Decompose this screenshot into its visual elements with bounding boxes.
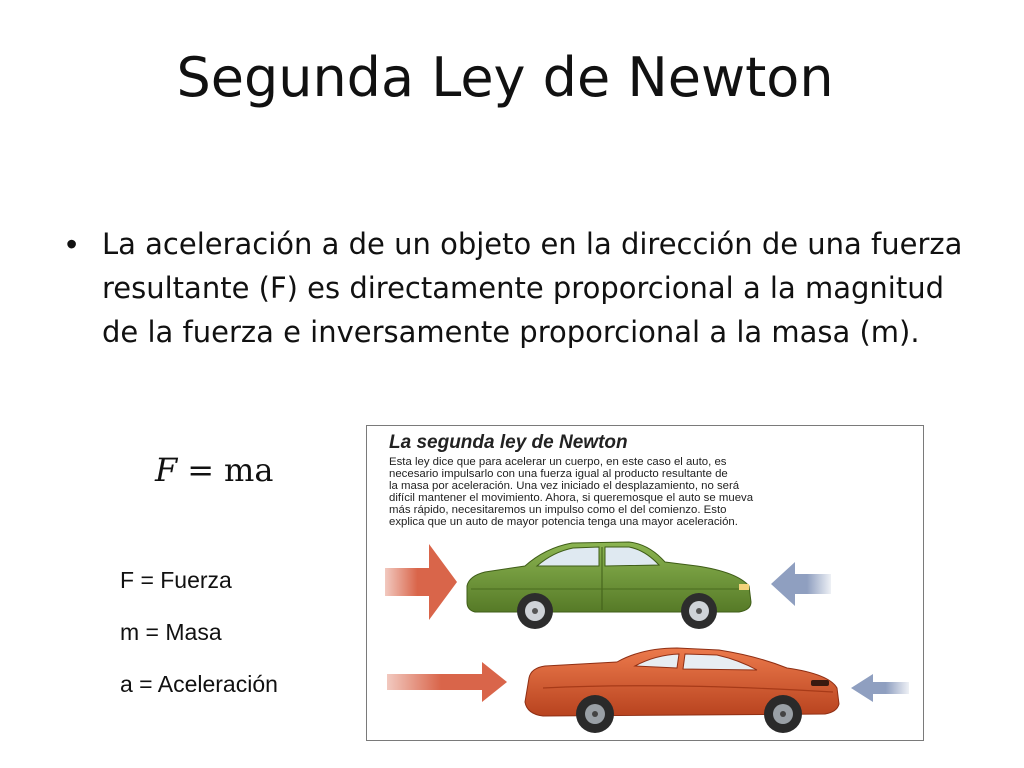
figure-text-line: más rápido, necesitaremos un impulso como el del comienzo. Esto [389,504,727,516]
push-arrow-bottom-icon [387,662,507,702]
newton-figure [366,425,924,741]
push-arrow-top-icon [385,544,457,620]
variable-legend [120,565,278,721]
resist-arrow-top-icon [771,562,831,606]
formula [155,448,273,492]
legend-fuerza: F = Fuerza [120,567,232,593]
formula-rhs: ma [224,451,274,489]
resist-arrow-bottom-icon [851,674,909,702]
bullet-dot-icon: • [66,226,78,262]
legend-masa: m = Masa [120,619,222,645]
red-car-icon [525,648,839,733]
figure-title: La segunda ley de Newton [389,432,628,453]
slide-title: Segunda Ley de Newton [176,46,834,109]
legend-aceleracion: a = Aceleración [120,671,278,697]
figure-text-line: difícil mantener el movimiento. Ahora, si queremosque el auto se mueva [389,492,754,504]
figure-text-line: Esta ley dice que para acelerar un cuerpo, en este caso el auto, es [389,456,727,468]
green-car-icon [467,542,751,629]
figure-text-line: necesario impulsarlo con una fuerza igual al producto resultante de [389,468,728,480]
figure-description [389,456,909,528]
bullet-text: La aceleración a de un objeto en la dirección de una fuerza resultante (F) es directamente proporcional a la magnitud de la fuerza e inversamente proporcional a la masa (m). [102,227,963,349]
formula-equals: = [187,451,215,489]
formula-lhs: F [155,451,178,489]
figure-text-line: la masa por aceleración. Una vez iniciado el desplazamiento, no será [389,480,740,492]
figure-text-line: explica que un auto de mayor potencia tenga una mayor aceleración. [389,516,738,528]
